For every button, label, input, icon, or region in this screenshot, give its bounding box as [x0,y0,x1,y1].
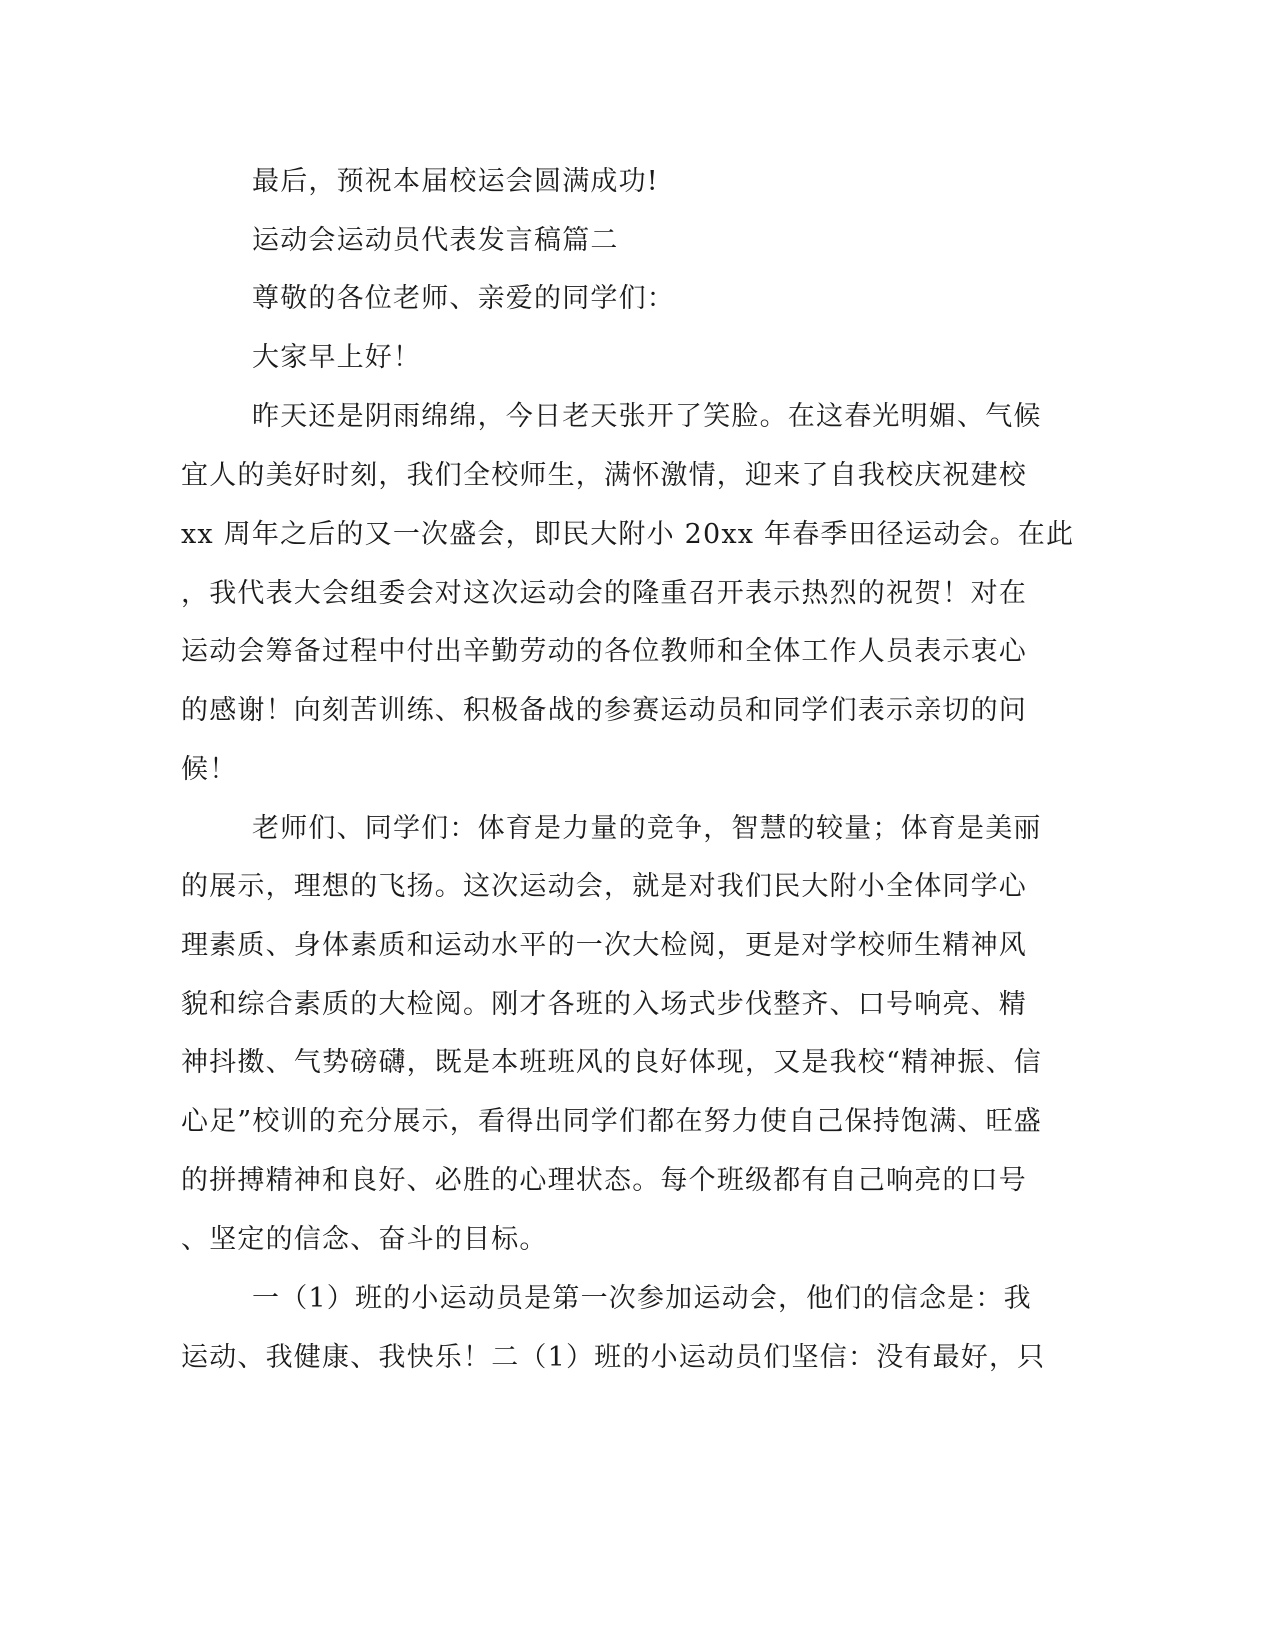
paragraph-2-line-3: 理素质、身体素质和运动水平的一次大检阅，更是对学校师生精神风 [181,930,1027,961]
paragraph-1-line-3: xx 周年之后的又一次盛会，即民大附小 20xx 年春季田径运动会。在此 [181,519,1075,550]
paragraph-2-line-6: 心足”校训的充分展示，看得出同学们都在努力使自己保持饱满、旺盛 [181,1106,1043,1137]
paragraph-1-line-7: 候！ [181,754,238,785]
paragraph-2-line-2: 的展示，理想的飞扬。这次运动会，就是对我们民大附小全体同学心 [181,871,1027,902]
section-heading: 运动会运动员代表发言稿篇二 [252,225,619,256]
paragraph-2-line-8: 、坚定的信念、奋斗的目标。 [181,1224,548,1255]
greeting-line: 大家早上好！ [252,342,422,373]
paragraph-2-line-7: 的拼搏精神和良好、必胜的心理状态。每个班级都有自己响亮的口号 [181,1165,1027,1196]
closing-wish-line: 最后，预祝本届校运会圆满成功! [252,166,659,197]
paragraph-2-line-5: 神抖擞、气势磅礴，既是本班班风的良好体现，又是我校“精神振、信 [181,1047,1043,1078]
salutation-line: 尊敬的各位老师、亲爱的同学们： [252,283,675,314]
paragraph-3-line-1: 一（1）班的小运动员是第一次参加运动会，他们的信念是：我 [252,1283,1032,1314]
paragraph-1-line-2: 宜人的美好时刻，我们全校师生，满怀激情，迎来了自我校庆祝建校 [181,460,1027,491]
paragraph-2-line-4: 貌和综合素质的大检阅。刚才各班的入场式步伐整齐、口号响亮、精 [181,989,1027,1020]
paragraph-1-line-5: 运动会筹备过程中付出辛勤劳动的各位教师和全体工作人员表示衷心 [181,636,1027,667]
paragraph-1-line-1: 昨天还是阴雨绵绵，今日老天张开了笑脸。在这春光明媚、气候 [252,401,1042,432]
paragraph-1-line-6: 的感谢！向刻苦训练、积极备战的参赛运动员和同学们表示亲切的问 [181,695,1027,726]
paragraph-2-line-1: 老师们、同学们：体育是力量的竞争，智慧的较量；体育是美丽 [252,813,1042,844]
paragraph-3-line-2: 运动、我健康、我快乐！二（1）班的小运动员们坚信：没有最好，只 [181,1342,1046,1373]
paragraph-1-line-4: ，我代表大会组委会对这次运动会的隆重召开表示热烈的祝贺！对在 [181,578,1027,609]
